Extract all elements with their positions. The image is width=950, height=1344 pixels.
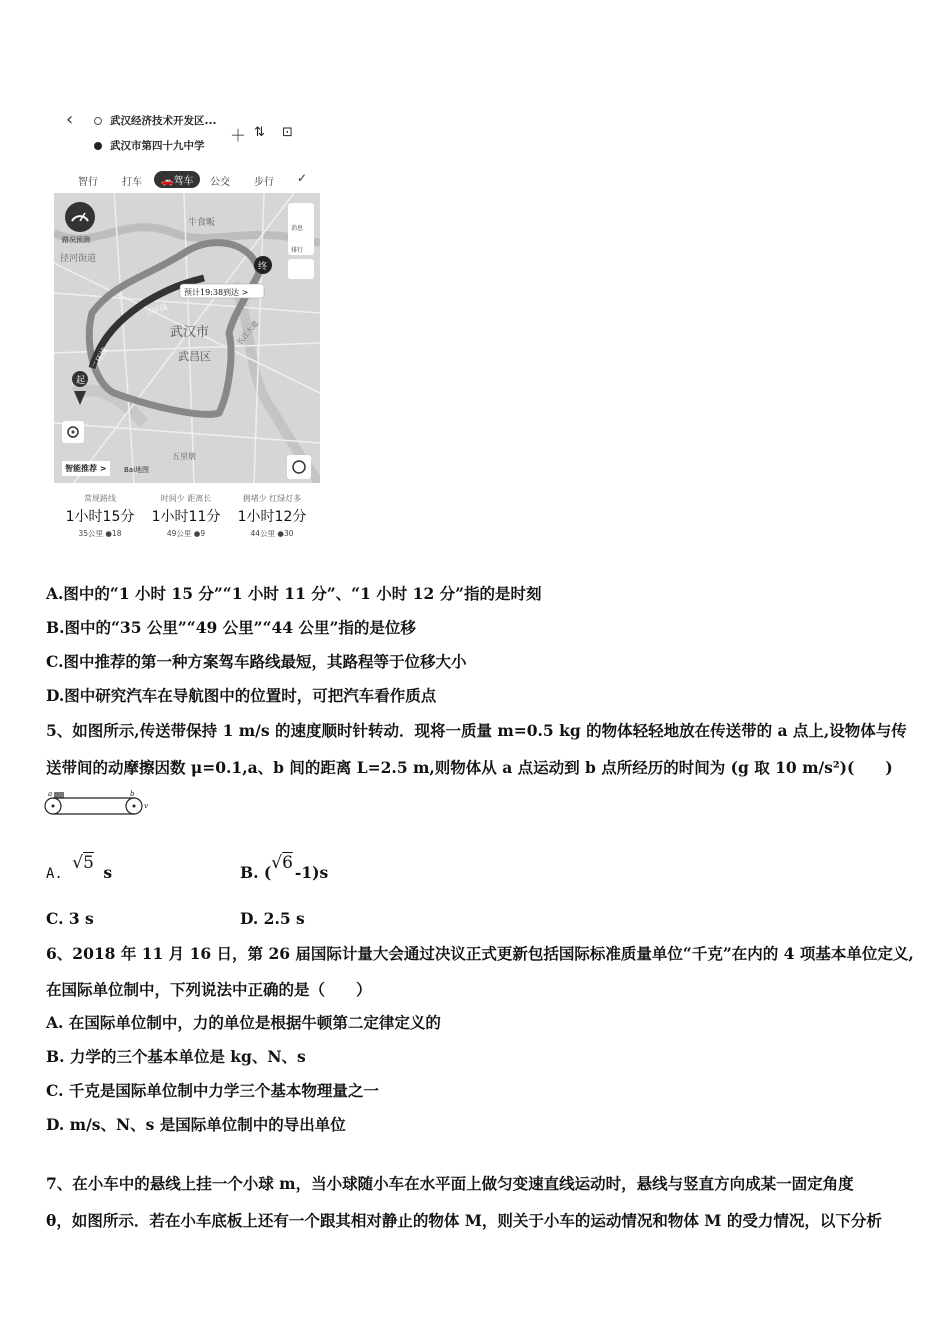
route-label: 常规路线: [84, 494, 116, 503]
radicand: 5: [83, 853, 94, 873]
route-option-1: [58, 493, 142, 539]
tab-zhixing: 智行: [78, 177, 98, 188]
tab-drive: 🚗驾车: [154, 171, 200, 188]
route-lights: 30: [283, 529, 294, 538]
point-a-label: a: [48, 790, 53, 798]
q6-option-a: A. 在国际单位制中，力的单位是根据牛顿第二定律定义的: [46, 1013, 441, 1032]
q5-option-d: D. 2.5 s: [240, 909, 305, 928]
q6-option-d: D. m/s、N、s 是国际单位制中的导出单位: [46, 1115, 346, 1134]
q5-stem-line1: 5、如图所示,传送带保持 1 m/s 的速度顺时针转动．现将一质量 m=0.5 kg 的物体轻轻地放在传送带的 a 点上,设物体与传: [46, 721, 907, 740]
block-on-belt: [54, 792, 64, 798]
q6-stem-line2: 在国际单位制中，下列说法中正确的是（ ）: [46, 980, 372, 999]
q4-option-a: A.图中的“1 小时 15 分”“1 小时 11 分”、“1 小时 12 分”指的是时刻: [46, 584, 542, 603]
chevron-down-icon: ✓: [297, 171, 308, 185]
route-lights: 18: [111, 529, 122, 538]
traffic-light-icon: ●: [277, 529, 284, 538]
end-marker: 终: [258, 262, 268, 272]
map-view: [54, 193, 320, 483]
unit: s: [103, 863, 113, 882]
route-option-2: [144, 493, 228, 539]
traffic-light-icon: ●: [105, 529, 112, 538]
sqrt-symbol: √5: [72, 853, 94, 873]
tab-walk: 步行: [254, 177, 274, 188]
side-button-messages: 消息: [291, 225, 304, 232]
route-time: 1小时11分: [151, 509, 221, 525]
area-label-5: 五里墩: [172, 452, 196, 461]
tab-drive-label: 驾车: [173, 176, 194, 187]
q6-option-c: C. 千克是国际单位制中力学三个基本物理量之一: [46, 1081, 379, 1100]
origin-dot-icon: [94, 117, 102, 125]
q7-stem-line1: 7、在小车中的悬线上挂一个小球 m，当小球随小车在水平面上做匀变速直线运动时，悬线与竖直方向成某一固定角度: [46, 1174, 854, 1193]
q6-option-b: B. 力学的三个基本单位是 kg、N、s: [46, 1047, 306, 1066]
q5-option-b: B. (√6 -1)s: [240, 853, 329, 882]
area-label-2: 径河街道: [60, 254, 97, 264]
route-label: 时间少 距离长: [160, 494, 212, 503]
traffic-forecast-label: 路况预测: [62, 236, 90, 244]
more-icon: ⊡: [282, 125, 293, 140]
road-label-1: 三环线: [143, 302, 169, 319]
tab-bus: 公交: [210, 177, 230, 188]
route-label: 拥堵少 红绿灯多: [242, 494, 302, 503]
route-info: [58, 528, 142, 539]
area-label-4: 武昌区: [178, 350, 211, 363]
map-brand-logo: Bai地图: [124, 466, 150, 474]
route-time: 1小时12分: [237, 509, 307, 525]
start-marker: 起: [76, 376, 86, 386]
area-label-1: 牛食畈: [188, 218, 216, 228]
destination-address: 武汉市第四十九中学: [110, 140, 205, 152]
area-label-3: 武汉市: [170, 325, 210, 340]
route-distance: 35公里: [78, 529, 104, 538]
q6-stem-line1: 6、2018 年 11 月 16 日，第 26 届国际计量大会通过决议正式更新包括国际标准质量单位“千克”在内的 4 项基本单位定义,: [46, 944, 914, 963]
route-time: 1小时15分: [65, 509, 135, 525]
travel-mode-tabs: [54, 171, 320, 189]
q4-option-b: B.图中的“35 公里”“49 公里”“44 公里”指的是位移: [46, 618, 416, 637]
origin-address: 武汉经济技术开发区...: [110, 115, 217, 127]
route-header: [54, 105, 320, 193]
sqrt-symbol: √6: [271, 853, 293, 873]
q7-stem-line2: θ，如图所示．若在小车底板上还有一个跟其相对静止的物体 M，则关于小车的运动情况和物体 M 的受力情况，以下分析: [46, 1211, 882, 1230]
point-b-label: b: [130, 790, 135, 798]
q4-option-d: D.图中研究汽车在导航图中的位置时，可把汽车看作质点: [46, 686, 437, 705]
add-waypoint-icon: ＋: [230, 126, 247, 145]
eta-bubble: 预计19:38到达 >: [184, 288, 249, 297]
radicand: 6: [282, 853, 293, 873]
q5-stem-line2: 送带间的动摩擦因数 μ=0.1,a、b 间的距离 L=2.5 m,则物体从 a 点运动到 b 点所经历的时间为 (g 取 10 m/s²)( ): [46, 758, 893, 777]
back-arrow-icon: ‹: [66, 109, 74, 130]
route-lights: 9: [200, 529, 206, 538]
route-distance: 44公里: [250, 529, 276, 538]
route-info: [144, 528, 228, 539]
traffic-light-icon: ●: [193, 529, 201, 538]
destination-dot-icon: [94, 142, 102, 150]
smart-recommend-button: 智能推荐 >: [62, 461, 110, 476]
q4-option-c: C.图中推荐的第一种方案驾车路线最短，其路程等于位移大小: [46, 652, 467, 671]
route-options: [54, 483, 320, 545]
route-info: [230, 528, 314, 539]
road-label-3: 长江大道: [235, 319, 261, 347]
q5-option-c: C. 3 s: [46, 909, 94, 928]
route-option-3: [230, 493, 314, 539]
swap-icon: ⇅: [254, 125, 265, 140]
q5-option-a: A. √5 s: [46, 853, 113, 882]
tab-taxi: 打车: [122, 177, 142, 188]
route-distance: 49公里: [166, 529, 192, 538]
road-label-2: 二环线: [90, 345, 110, 372]
conveyor-belt-figure: [44, 788, 154, 816]
side-button-ranking: 排行: [291, 247, 304, 254]
navigation-screenshot: [54, 105, 320, 545]
velocity-label: v: [144, 802, 148, 810]
